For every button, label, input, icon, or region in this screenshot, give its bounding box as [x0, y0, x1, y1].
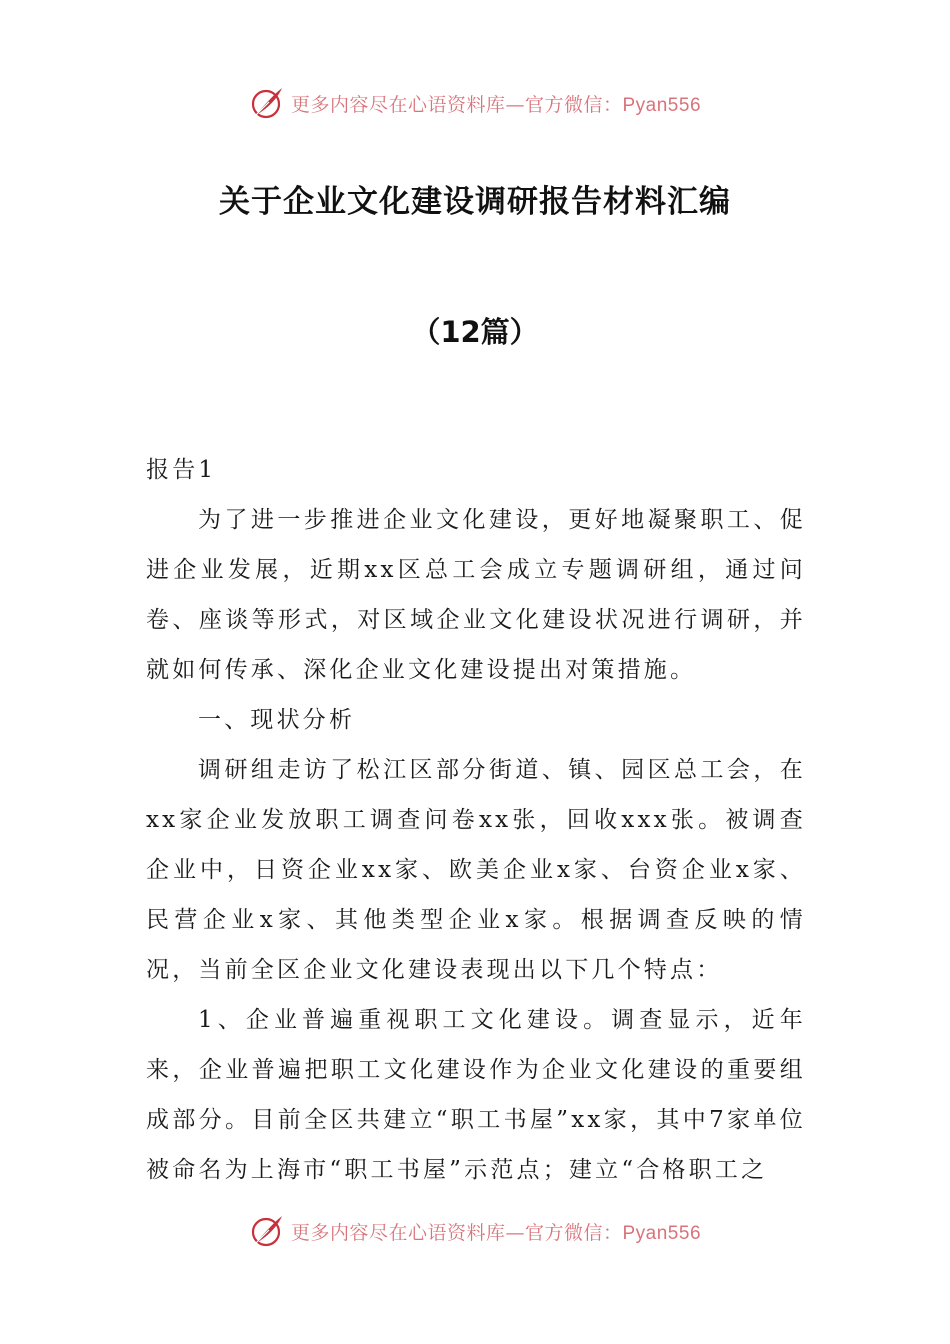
document-body — [146, 445, 806, 1195]
header-banner-label: 更多内容尽在心语资料库—官方微信： — [290, 93, 623, 116]
footer-banner — [0, 1206, 950, 1256]
header-banner-text — [291, 90, 701, 117]
heading-status-analysis: 一、现状分析 — [198, 707, 356, 733]
quill-pen-logo-icon — [249, 1213, 285, 1249]
section-label: 报告1 — [146, 457, 217, 483]
document-subtitle: （12篇） — [411, 315, 539, 349]
header-banner — [0, 78, 950, 128]
header-banner-content — [249, 85, 701, 121]
footer-banner-content — [249, 1213, 701, 1249]
footer-banner-text — [291, 1218, 701, 1245]
paragraph-point-1: 1、企业普遍重视职工文化建设。调查显示，近年来，企业普遍把职工文化建设作为企业文化建设的重要组成部分。目前全区共建立“职工书屋”xx家，其中7家单位被命名为上海市“职工书屋”示范点；建立“合格职工之 — [146, 1007, 806, 1183]
header-banner-id: Pyan556 — [622, 94, 702, 116]
footer-banner-label: 更多内容尽在心语资料库—官方微信： — [290, 1221, 623, 1244]
footer-banner-id: Pyan556 — [622, 1222, 702, 1244]
document-title: 关于企业文化建设调研报告材料汇编 — [219, 184, 731, 220]
paragraph-intro: 为了进一步推进企业文化建设，更好地凝聚职工、促进企业发展，近期xx区总工会成立专题调研组，通过问卷、座谈等形式，对区域企业文化建设状况进行调研，并就如何传承、深化企业文化建设提出对策措施。 — [146, 507, 806, 683]
paragraph-survey: 调研组走访了松江区部分街道、镇、园区总工会，在xx家企业发放职工调查问卷xx张，回收xxx张。被调查企业中，日资企业xx家、欧美企业x家、台资企业x家、民营企业x家、其他类型企业x家。根据调查反映的情况，当前全区企业文化建设表现出以下几个特点： — [146, 757, 806, 983]
quill-pen-logo-icon — [249, 85, 285, 121]
